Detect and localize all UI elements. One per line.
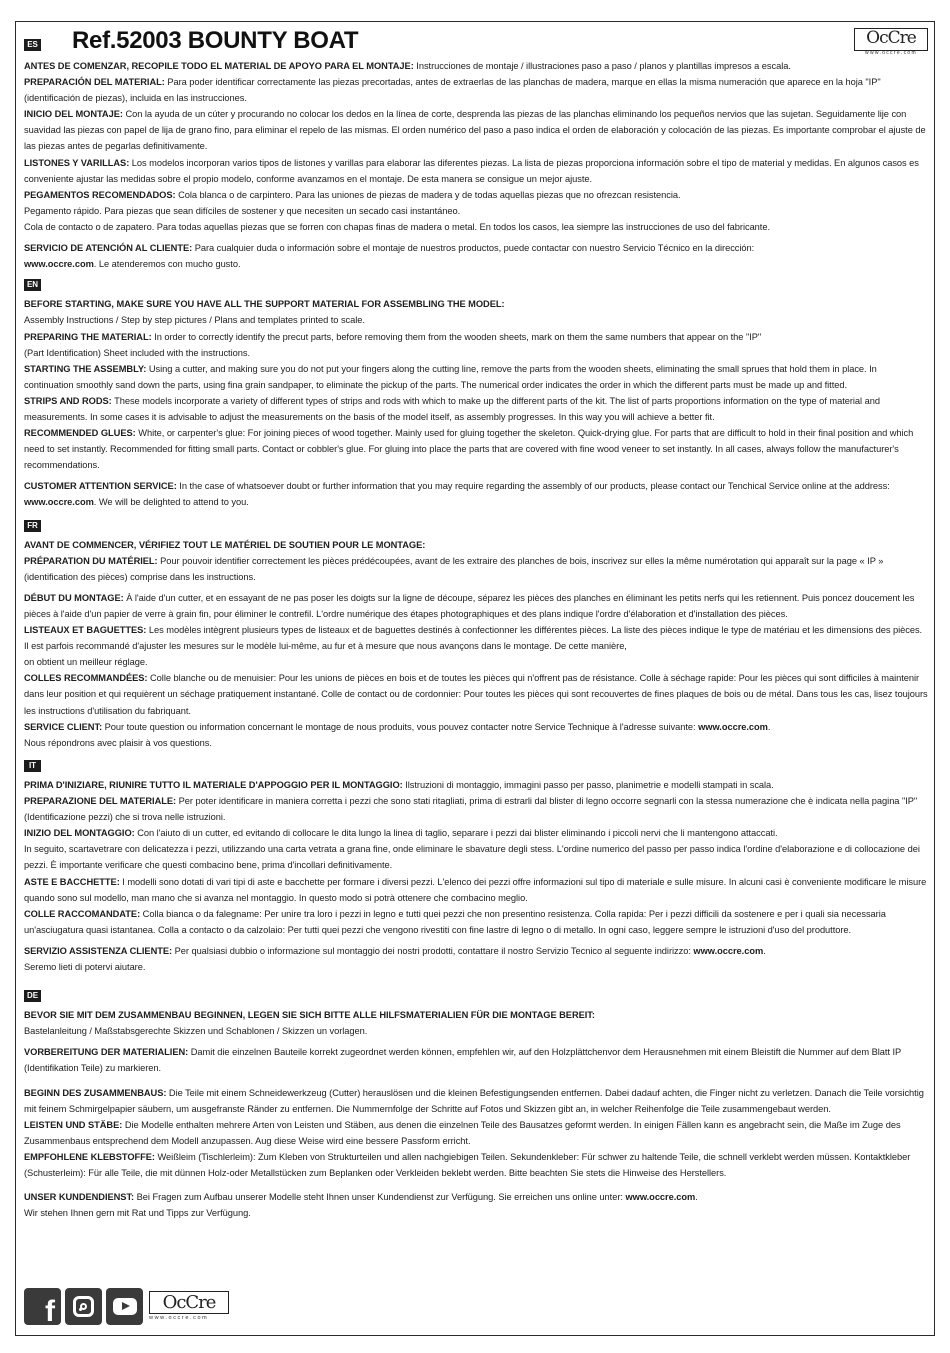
facebook-icon[interactable]: f	[24, 1288, 61, 1325]
text: These models incorporate a variety of different types of strips and rods with which to make up the different parts of the kit. The list of parts proportions information on the type of material and measurements. In some cases it is advisable to adjust the measurements on the basis of the model itself, as assembly progresses. In this way you will achieve a better fit.	[24, 395, 880, 422]
logo-mark: OcCre	[866, 28, 916, 48]
heading: COLLE RACCOMANDATE:	[24, 908, 141, 919]
text: White, or carpenter's glue: For joining pieces of wood together. Mainly used for gluing together the skeleton. Quick-drying glue. For parts that are difficult to hold in their final position and which need to set instantly. Recommended for fitting small parts. Contact or cobbler's glue. For gluing into place the parts that are covered with fine wood veneer to set instantly. In all cases, always follow the manufacturer's recommendations.	[24, 428, 914, 471]
heading: COLLES RECOMMANDÉES:	[24, 673, 148, 684]
footer-occre-logo[interactable]	[149, 1291, 229, 1321]
logo-url: www.occre.com	[149, 1315, 209, 1321]
paragraph: (Part Identification) Sheet included with the instructions.	[24, 347, 250, 358]
heading: SERVICIO DE ATENCIÓN AL CLIENTE:	[24, 243, 193, 254]
paragraph	[24, 1044, 928, 1076]
text: Los modelos incorporan varios tipos de listones y varillas para elaborar las diferentes piezas. La lista de piezas proporciona información sobre el tipo de material y medidas. En algunos casos es conveniente ajustar las medidas sobre el propio modelo, conforme avanzamos en el montaje. De esta manera se consigue un mejor ajuste.	[24, 157, 919, 184]
paragraph: Pegamento rápido. Para piezas que sean difíciles de sostener y que necesiten un secado casi instantáneo.	[24, 205, 461, 216]
heading: PRIMA D'INIZIARE, RIUNIRE TUTTO IL MATERIALE D'APPOGGIO PER IL MONTAGGIO:	[24, 779, 403, 790]
paragraph	[24, 553, 928, 585]
heading: EMPFOHLENE KLEBSTOFFE:	[24, 1151, 155, 1162]
paragraph	[24, 719, 928, 735]
occre-logo	[854, 28, 928, 56]
paragraph	[24, 590, 928, 622]
text: À l'aide d'un cutter, et en essayant de ne pas poser les doigts sur la ligne de découpe, séparez les pièces des planches en éliminant les petits nerfs qui les retiennent. Puis poncez doucement les pièces à l'aide d'un papier de verre à grain fin, pour éliminer le contrefil. L'ordre numérique des étapes photographiques et des plans indique l'ordre d'élaboration et d'installation des pièces.	[24, 592, 915, 619]
paragraph	[24, 777, 928, 793]
text: . We will be delighted to attend to you.	[93, 497, 249, 508]
heading: DÉBUT DU MONTAGE:	[24, 592, 124, 603]
text: In order to correctly identify the precut parts, before removing them from the wooden sheets, mark on them the same numbers that appear on the "IP"	[151, 331, 762, 342]
paragraph: Nous répondrons avec plaisir à vos questions.	[24, 737, 212, 748]
paragraph	[24, 393, 928, 425]
heading: LISTONES Y VARILLAS:	[24, 157, 130, 168]
section-fr	[24, 517, 928, 751]
text: .	[695, 1192, 698, 1203]
logo-url: www.occre.com	[865, 50, 917, 56]
text: Cola blanca o de carpintero. Para las uniones de piezas de madera y de todas aquellas piezas que no ofrezcan resistencia.	[175, 189, 681, 200]
website-link[interactable]: www.occre.com	[625, 1192, 696, 1203]
text: I modelli sono dotati di vari tipi di aste e bacchette per formare i diversi pezzi. L'elenco dei pezzi offre informazioni sul tipo di materiale e sulle misure. In alcuni casi è conveniente modificare le misure quando sono sul modello, man mano che si avanza nel montaggio. In questo modo si potrà ottenere che combacino meglio.	[24, 876, 927, 903]
header	[24, 22, 928, 60]
heading: PREPARING THE MATERIAL:	[24, 331, 152, 342]
paragraph: on obtient un meilleur réglage.	[24, 657, 148, 668]
text: Para cualquier duda o información sobre el montaje de nuestros productos, puede contactar con nuestro Servicio Técnico en la dirección:	[192, 243, 755, 254]
text: Colla bianca o da falegname: Per unire tra loro i pezzi in legno e tutti quei pezzi che non presentino resistenza. Colla rapida: Per i pezzi difficili da sostenere e per i quali sia necessaria un'asciugatura quasi istantanea. Colla a contacto o da calzolaio: Per tutti quei pezzi che vengono rivestiti con fine lastre di legno o di metallo. In ogni caso, leggere sempre le istruzioni d'uso del produttore.	[24, 908, 886, 935]
paragraph: BEVOR SIE MIT DEM ZUSAMMENBAU BEGINNEN, LEGEN SIE SICH BITTE ALLE HILFSMATERIALIEN FÜR DIE MONTAGE BEREIT:	[24, 1010, 595, 1021]
footer	[24, 1287, 229, 1328]
heading: INICIO DEL MONTAJE:	[24, 109, 123, 120]
paragraph	[24, 1149, 928, 1181]
text: Ilstruzioni di montaggio, immagini passo per passo, planimetrie e modelli stampati in scala.	[402, 779, 774, 790]
text: Para poder identificar correctamente las piezas precortadas, antes de extraerlas de las planchas de madera, marque en ellas la misma numeración que aparece en la hoja "IP" (identificación de piezas), incluida en las instrucciones.	[24, 77, 881, 104]
lang-tag-en: EN	[24, 279, 41, 291]
text: Using a cutter, and making sure you do not put your fingers along the cutting line, remove the parts from the wooden sheets, eliminating the small sprues that hold them in place. In continuation smoothly sand down the parts, using fina grain sandpaper, to eliminate the pickup of the parts. The numerical order indicates the order in which the different parts must be made up and fitted.	[24, 363, 877, 390]
paragraph	[24, 329, 928, 345]
heading: PREPARACIÓN DEL MATERIAL:	[24, 77, 165, 88]
paragraph	[24, 943, 928, 959]
heading: ASTE E BACCHETTE:	[24, 876, 120, 887]
text: Damit die einzelnen Bauteile korrekt zugeordnet werden können, empfehlen wir, auf den Holzplättchenvor dem Herausnehmen mit einem Bleistift die Nummer auf dem Blatt IP (Identifikation Teile) zu markieren.	[24, 1047, 902, 1074]
heading: PEGAMENTOS RECOMENDADOS:	[24, 189, 176, 200]
heading: CUSTOMER ATTENTION SERVICE:	[24, 481, 177, 492]
heading: STARTING THE ASSEMBLY:	[24, 363, 147, 374]
text: Instrucciones de montaje / illustraciones paso a paso / planos y plantillas impresos a escala.	[413, 61, 791, 71]
lang-tag-it: IT	[24, 760, 41, 772]
paragraph	[24, 825, 928, 841]
text: Pour toute question ou information concernant le montage de nous produits, vous pouvez contacter notre Service Technique à l'adresse suivante:	[102, 721, 699, 732]
heading: INIZIO DEL MONTAGGIO:	[24, 828, 135, 839]
text: . Le atenderemos con mucho gusto.	[93, 259, 241, 270]
website-link[interactable]: www.occre.com	[24, 497, 94, 508]
text: Con la ayuda de un cúter y procurando no colocar los dedos en la línea de corte, desprenda las piezas de las planchas eliminando los pequeños nervios que las sujetan. Seguidamente lije con suavidad las piezas con papel de lija de grano fino, para eliminar el repelo de las mismas. El orden numérico del paso a paso indica el orden de elaboración y colocación de las piezas. Es importante comprobar el ajuste de las piezas antes de pegarlas definitivamente.	[24, 109, 926, 152]
text: .	[767, 721, 771, 732]
heading: VORBEREITUNG DER MATERIALIEN:	[24, 1047, 189, 1058]
paragraph	[24, 74, 928, 106]
text: Pour pouvoir identifier correctement les pièces prédécoupées, avant de les extraire des planches de bois, inscrivez sur elles la même numérotation qui apparaît sur la page « IP » (identification des pièces) comprise dans les instructions.	[24, 555, 884, 582]
text: Die Teile mit einem Schneidewerkzeug (Cutter) herauslösen und die kleinen Befestigungsenden entfernen. Dabei dadauf achten, die Finger nicht zu verletzen. Danach die Teile vorsichtig mit feinem Schmirgelpapier säubern, um ausgefranste Ränder zu entfernen. Die Nummernfolge der Schritte auf Fotos und Skizzen gibt an, in welcher Reihenfolge die Teile zusammengebaut werden.	[24, 1087, 924, 1114]
paragraph: Bastelanleitung / Maßstabsgerechte Skizzen und Schablonen / Skizzen un vorlagen.	[24, 1026, 368, 1037]
paragraph	[24, 58, 928, 74]
heading: SERVIZIO ASSISTENZA CLIENTE:	[24, 945, 173, 956]
text: Die Modelle enthalten mehrere Arten von Leisten und Stäben, aus denen die einzelnen Teile des Bausatzes geformt werden. In einigen Fällen kann es angebracht sein, die Maße im Zuge des Zusammenbaus entsprechend dem Modell anzupassen. Aug diese Weise wird eine bessere Passform erricht.	[24, 1119, 901, 1146]
paragraph	[24, 622, 928, 654]
heading: STRIPS AND RODS:	[24, 395, 112, 406]
paragraph	[24, 361, 928, 393]
logo-mark: OcCre	[162, 1292, 216, 1313]
section-de	[24, 987, 928, 1221]
heading: PRÉPARATION DU MATÉRIEL:	[24, 555, 158, 566]
paragraph: Seremo lieti di potervi aiutare.	[24, 961, 146, 972]
page-title: Ref.52003 BOUNTY BOAT	[72, 27, 359, 54]
heading: BEGINN DES ZUSAMMENBAUS:	[24, 1087, 167, 1098]
text: Colle blanche ou de menuisier: Pour les unions de pièces en bois et de toutes les pièces qui n'offrent pas de résistance. Colle à séchage rapide: Pour les pièces qui sont difficiles à maintenir dans leur position et qui requièrent un séchage pratiquement instantané. Colle de contact ou de cordonnier: Pour toutes les pièces qui sont recouvertes de fines plaques de bois ou de métal. Dans tous les cas, lisez toujours les instructions d'utilisation du fabriquant.	[24, 673, 928, 716]
paragraph: In seguito, scartavetrare con delicatezza i pezzi, utilizzando una carta vetrata a grana fine, onde eliminare le sbavature degli stess. L'ordine numerico del passo per passo indica l'ordine d'elaborazione e di collocazione dei pezzi. È importante verificare che questi combacino bene, prima d'incollari definitivamente.	[24, 844, 920, 871]
paragraph	[24, 478, 928, 510]
paragraph	[24, 187, 928, 203]
heading: UNSER KUNDENDIENST:	[24, 1192, 135, 1203]
paragraph	[24, 240, 928, 272]
text: Bei Fragen zum Aufbau unserer Modelle steht Ihnen unser Kundendienst zur Verfügung. Sie erreichen uns online unter:	[134, 1192, 626, 1203]
instagram-icon[interactable]	[65, 1288, 102, 1325]
paragraph	[24, 1117, 928, 1149]
paragraph: Assembly Instructions / Step by step pictures / Plans and templates printed to scale.	[24, 315, 365, 326]
website-link[interactable]: www.occre.com	[693, 945, 764, 956]
text: Les modèles intègrent plusieurs types de listeaux et de baguettes destinés à confectionner les différentes pièces. La liste des pièces indique le type de matériau et les dimensions des pièces. Il est parfois recommandé d'ajuster les mesures sur le modèle lui-même, au fur et à mesure que nous avançons dans le montage. De cette manière,	[24, 625, 923, 652]
heading: RECOMMENDED GLUES:	[24, 428, 136, 439]
youtube-icon[interactable]	[106, 1288, 143, 1325]
paragraph	[24, 874, 928, 906]
heading: ANTES DE COMENZAR, RECOPILE TODO EL MATERIAL DE APOYO PARA EL MONTAJE:	[24, 61, 414, 71]
website-link[interactable]: www.occre.com	[698, 721, 768, 732]
section-it	[24, 757, 928, 975]
paragraph	[24, 670, 928, 718]
paragraph	[24, 793, 928, 825]
lang-tag-es: ES	[24, 39, 41, 51]
paragraph: Cola de contacto o de zapatero. Para todas aquellas piezas que se forren con chapas finas de madera o metal. En todos los casos, lea siempre las instrucciones de uso del fabricante.	[24, 221, 770, 232]
heading: LISTEAUX ET BAGUETTES:	[24, 625, 147, 636]
instruction-sheet	[15, 21, 935, 1336]
text: Per poter identificare in maniera corretta i pezzi che sono stati ritagliati, prima di estrarli dal blister di legno occorre segnarli con la stessa numerazione che è indicata nella pagina "IP" (Identificazione pezzi) che si trova nelle istruzioni.	[24, 796, 918, 823]
paragraph: Wir stehen Ihnen gern mit Rat und Tipps zur Verfügung.	[24, 1208, 251, 1219]
heading: LEISTEN UND STÄBE:	[24, 1119, 123, 1130]
paragraph	[24, 155, 928, 187]
text: Per qualsiasi dubbio o informazione sul montaggio dei nostri prodotti, contattare il nostro Servizio Tecnico al seguente indirizzo:	[172, 945, 694, 956]
paragraph	[24, 906, 928, 938]
paragraph: AVANT DE COMMENCER, VÉRIFIEZ TOUT LE MATÉRIEL DE SOUTIEN POUR LE MONTAGE:	[24, 539, 426, 550]
website-link[interactable]: www.occre.com	[24, 259, 94, 270]
text: Weißleim (Tischlerleim): Zum Kleben von Strukturteilen und allen nachgiebigen Teilen. Sekundenkleber: Für schwer zu haltende Teile, die schnell verklebt werden müssen. Kontaktkleber (Schusterleim): Für alle Teile, die mit dünnen Holz-oder Metallstücken zum Beplanken oder Verkleiden beklebt werden. Bitte beachten Sie stets die Hinweise des Herstellers.	[24, 1151, 911, 1178]
paragraph	[24, 1189, 928, 1205]
section-en	[24, 276, 928, 510]
heading: SERVICE CLIENT:	[24, 721, 103, 732]
paragraph	[24, 1085, 928, 1117]
text: Con l'aiuto di un cutter, ed evitando di collocare le dita lungo la linea di taglio, separare i pezzi dai blister eliminando i piccoli nervi che li mantengono attaccati.	[134, 828, 778, 839]
document-body	[24, 22, 928, 1335]
paragraph	[24, 425, 928, 473]
paragraph	[24, 106, 928, 154]
paragraph: BEFORE STARTING, MAKE SURE YOU HAVE ALL THE SUPPORT MATERIAL FOR ASSEMBLING THE MODEL:	[24, 299, 505, 310]
lang-tag-de: DE	[24, 990, 41, 1002]
section-es	[24, 58, 928, 272]
heading: PREPARAZIONE DEL MATERIALE:	[24, 796, 177, 807]
lang-tag-fr: FR	[24, 520, 41, 532]
text: In the case of whatsoever doubt or further information that you may require regarding the assembly of our products, please contact our Tenchical Service online at the address:	[176, 481, 890, 492]
text: .	[763, 945, 766, 956]
